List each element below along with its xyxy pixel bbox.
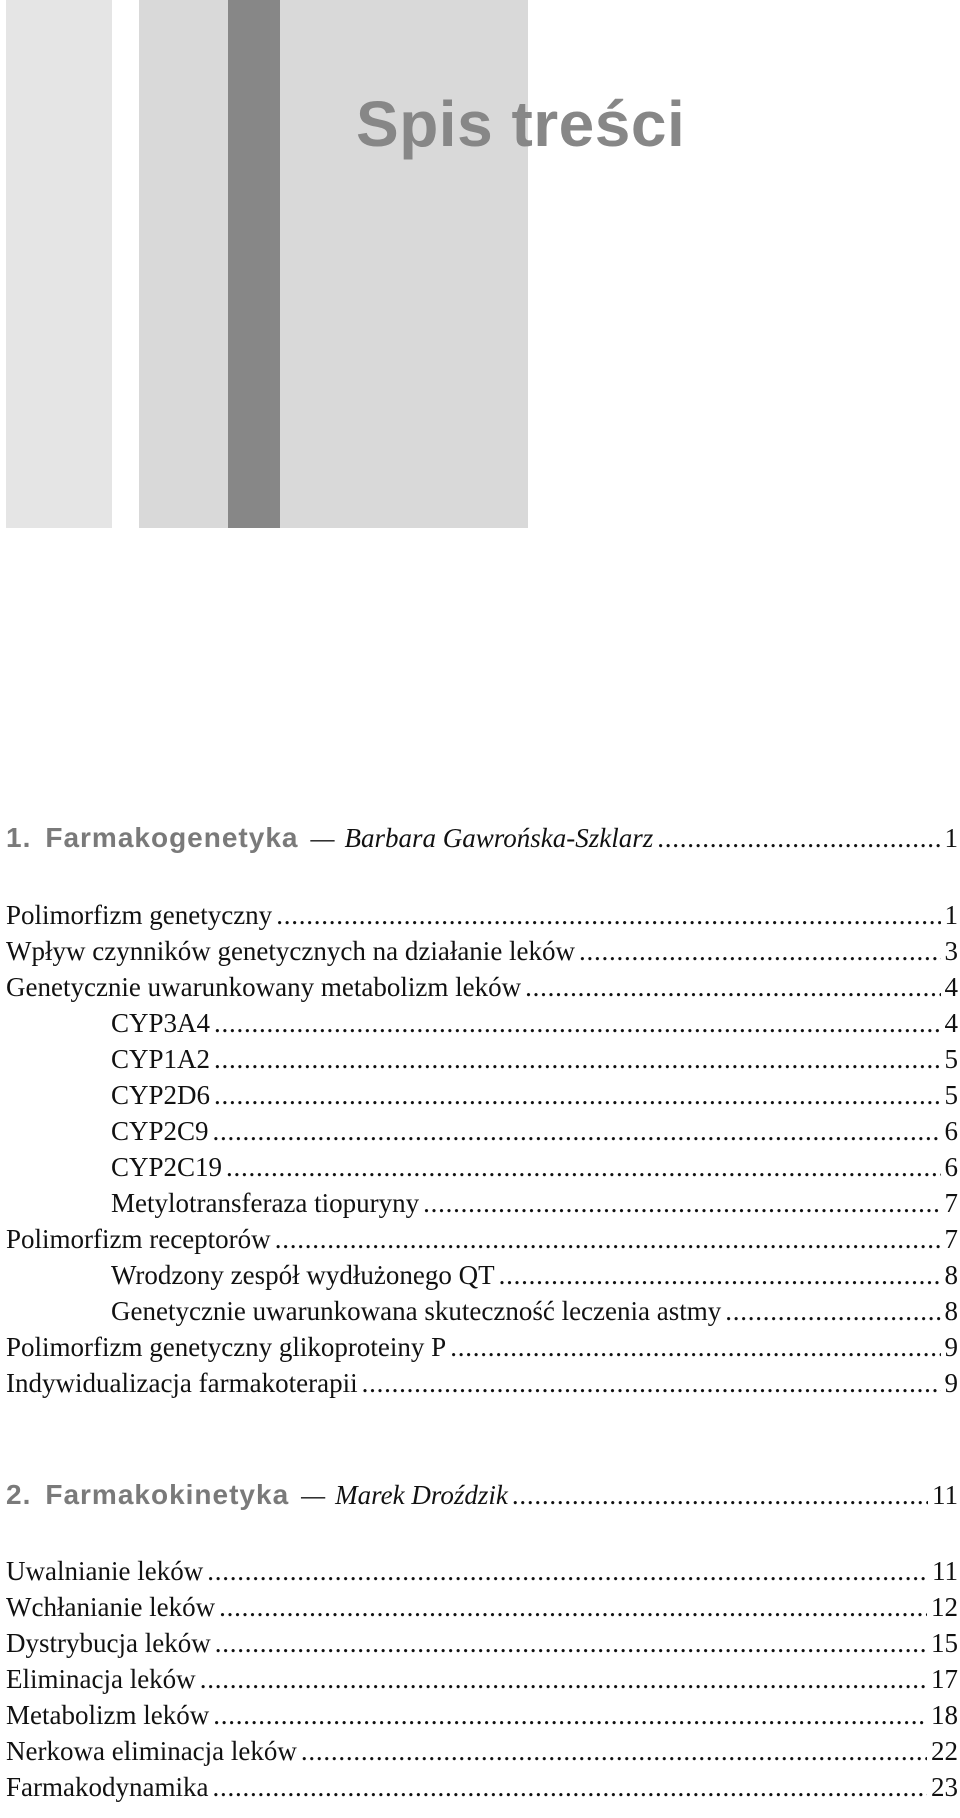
toc-entry[interactable]: [6, 899, 958, 931]
toc-entry[interactable]: [6, 1771, 958, 1803]
page-number: 17: [931, 1664, 958, 1694]
entry-label: Polimorfizm genetyczny glikoproteiny P: [6, 1332, 447, 1362]
page-number: 9: [944, 1368, 958, 1398]
decorative-band-right: [280, 0, 528, 528]
chapter-title: Farmakokinetyka: [45, 1479, 290, 1510]
page-number: 8: [944, 1260, 958, 1290]
leader-dots: [226, 1151, 940, 1183]
leader-dots: [276, 899, 940, 931]
leader-dots: [215, 1627, 927, 1659]
page-number: 8: [944, 1296, 958, 1326]
leader-dots: [214, 1007, 940, 1039]
entry-label: CYP3A4: [111, 1008, 211, 1038]
leader-dots: [213, 1115, 941, 1147]
page-title: Spis treści: [356, 88, 686, 160]
entry-label: Indywidualizacja farmakoterapii: [6, 1368, 358, 1398]
entry-label: Eliminacja leków: [6, 1664, 196, 1694]
entry-label: Farmakodynamika: [6, 1772, 209, 1802]
page-number: 3: [944, 936, 958, 966]
chapter-2-heading[interactable]: [6, 1479, 958, 1511]
chapter-author: Marek Droździk: [335, 1480, 508, 1510]
page-number: 4: [944, 1008, 958, 1038]
page-number: 7: [944, 1188, 958, 1218]
entry-label: Polimorfizm genetyczny: [6, 900, 273, 930]
toc-entry[interactable]: [6, 1663, 958, 1695]
leader-dots: [450, 1331, 940, 1363]
entry-label: Uwalnianie leków: [6, 1556, 204, 1586]
leader-dots: [207, 1555, 928, 1587]
page-number: 5: [944, 1080, 958, 1110]
page-number: 5: [944, 1044, 958, 1074]
decorative-band-dark: [228, 0, 280, 528]
leader-dots: [725, 1295, 940, 1327]
leader-dots: [657, 822, 940, 854]
page-number: 6: [944, 1152, 958, 1182]
toc-entry[interactable]: [6, 971, 958, 1003]
leader-dots: [214, 1043, 940, 1075]
entry-label: Metabolizm leków: [6, 1700, 210, 1730]
entry-label: CYP1A2: [111, 1044, 211, 1074]
leader-dots: [214, 1079, 940, 1111]
page-number: 22: [931, 1736, 958, 1766]
page-number: 18: [931, 1700, 958, 1730]
toc-subentry[interactable]: [6, 1295, 958, 1327]
page-number: 9: [944, 1332, 958, 1362]
leader-dots: [212, 1771, 927, 1803]
entry-label: Nerkowa eliminacja leków: [6, 1736, 297, 1766]
toc-subentry[interactable]: [6, 1007, 958, 1039]
chapter-number: 1.: [6, 822, 32, 853]
decorative-band-left: [6, 0, 112, 528]
leader-dots: [512, 1479, 928, 1511]
page-number: 15: [931, 1628, 958, 1658]
toc-entry[interactable]: [6, 1735, 958, 1767]
entry-label: CYP2D6: [111, 1080, 211, 1110]
chapter-separator: —: [310, 823, 335, 853]
page-number: 7: [944, 1224, 958, 1254]
leader-dots: [499, 1259, 941, 1291]
leader-dots: [423, 1187, 940, 1219]
toc-entry[interactable]: [6, 1367, 958, 1399]
chapter-title: Farmakogenetyka: [45, 822, 299, 853]
toc-entry[interactable]: [6, 1223, 958, 1255]
chapter-1-heading[interactable]: [6, 822, 958, 854]
toc-entry[interactable]: [6, 1591, 958, 1623]
page-number: 11: [932, 1556, 958, 1586]
toc-subentry[interactable]: [6, 1187, 958, 1219]
leader-dots: [579, 935, 940, 967]
page-number: 11: [932, 1480, 958, 1510]
toc-entry[interactable]: [6, 1627, 958, 1659]
page-number: 1: [944, 823, 958, 853]
entry-label: Metylotransferaza tiopuryny: [111, 1188, 420, 1218]
leader-dots: [213, 1699, 927, 1731]
entry-label: Dystrybucja leków: [6, 1628, 211, 1658]
chapter-number: 2.: [6, 1479, 32, 1510]
toc-subentry[interactable]: [6, 1043, 958, 1075]
leader-dots: [275, 1223, 941, 1255]
chapter-author: Barbara Gawrońska-Szklarz: [344, 823, 654, 853]
page-number: 1: [944, 900, 958, 930]
toc-subentry[interactable]: [6, 1115, 958, 1147]
toc-subentry[interactable]: [6, 1079, 958, 1111]
decorative-band-middle: [139, 0, 228, 528]
toc-subentry[interactable]: [6, 1259, 958, 1291]
entry-label: Genetycznie uwarunkowana skuteczność leczenia astmy: [111, 1296, 722, 1326]
leader-dots: [301, 1735, 927, 1767]
entry-label: Polimorfizm receptorów: [6, 1224, 271, 1254]
page-number: 6: [944, 1116, 958, 1146]
toc-subentry[interactable]: [6, 1151, 958, 1183]
toc-entry[interactable]: [6, 1699, 958, 1731]
entry-label: Genetycznie uwarunkowany metabolizm leków: [6, 972, 522, 1002]
leader-dots: [219, 1591, 927, 1623]
entry-label: Wchłanianie leków: [6, 1592, 216, 1622]
entry-label: Wrodzony zespół wydłużonego QT: [111, 1260, 495, 1290]
page-number: 4: [944, 972, 958, 1002]
toc-entry[interactable]: [6, 1331, 958, 1363]
page-number: 23: [931, 1772, 958, 1802]
chapter-separator: —: [301, 1480, 326, 1510]
leader-dots: [525, 971, 940, 1003]
page-number: 12: [931, 1592, 958, 1622]
leader-dots: [362, 1367, 941, 1399]
toc-entry[interactable]: [6, 935, 958, 967]
toc-entry[interactable]: [6, 1555, 958, 1587]
entry-label: CYP2C9: [111, 1116, 209, 1146]
leader-dots: [200, 1663, 927, 1695]
entry-label: CYP2C19: [111, 1152, 223, 1182]
entry-label: Wpływ czynników genetycznych na działanie leków: [6, 936, 576, 966]
